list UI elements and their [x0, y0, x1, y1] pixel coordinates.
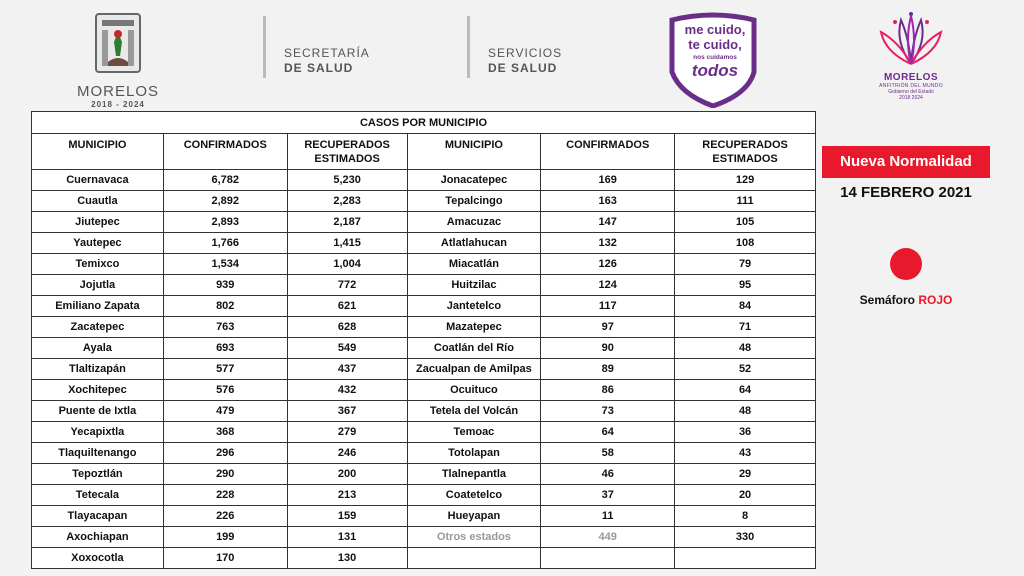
confirmados-cell: 117: [541, 296, 675, 317]
municipio-cell: Hueyapan: [407, 506, 541, 527]
recuperados-cell: 64: [675, 380, 816, 401]
confirmados-cell: 97: [541, 317, 675, 338]
semaforo-value: ROJO: [918, 293, 953, 307]
semaforo-label: Semáforo: [859, 293, 915, 307]
recuperados-cell: 52: [675, 359, 816, 380]
table-row: [32, 464, 816, 485]
col-header-confirmados: CONFIRMADOS: [541, 134, 675, 170]
confirmados-cell: 132: [541, 233, 675, 254]
municipio-cell: Temixco: [32, 254, 164, 275]
anfitrion-gov: Gobierno del Estado: [888, 89, 934, 95]
municipio-cell: Tetela del Volcán: [407, 401, 541, 422]
confirmados-cell: 199: [163, 527, 287, 548]
recuperados-cell: 71: [675, 317, 816, 338]
recuperados-cell: 437: [287, 359, 407, 380]
col-header-municipio: MUNICIPIO: [32, 134, 164, 170]
municipio-cell: Miacatlán: [407, 254, 541, 275]
nueva-normalidad-badge: Nueva Normalidad: [822, 146, 990, 178]
servicios-line2: DE SALUD: [488, 61, 558, 75]
recuperados-cell: 2,283: [287, 191, 407, 212]
confirmados-cell: 37: [541, 485, 675, 506]
table-row: [32, 191, 816, 212]
recuperados-cell: 772: [287, 275, 407, 296]
recuperados-cell: [675, 548, 816, 569]
municipio-cell: Yecapixtla: [32, 422, 164, 443]
municipio-cell: Temoac: [407, 422, 541, 443]
municipio-cell: Tlayacapan: [32, 506, 164, 527]
servicios-line1: SERVICIOS: [488, 46, 563, 60]
anfitrion-sub: ANFITRIÓN DEL MUNDO: [879, 83, 943, 89]
table-row: [32, 254, 816, 275]
secretaria-salud-label: [284, 46, 370, 76]
table-row: [32, 170, 816, 191]
municipio-cell: Jantetelco: [407, 296, 541, 317]
secretaria-line1: SECRETARÍA: [284, 46, 370, 60]
confirmados-cell: 124: [541, 275, 675, 296]
municipio-cell: Cuautla: [32, 191, 164, 212]
flower-logo-icon: [875, 12, 947, 70]
confirmados-cell: 576: [163, 380, 287, 401]
municipio-cell: Xochitepec: [32, 380, 164, 401]
header-divider: [263, 16, 266, 78]
campaign-line4: todos: [691, 61, 739, 80]
municipio-cell: Axochiapan: [32, 527, 164, 548]
traffic-light-icon: [890, 248, 922, 280]
recuperados-cell: 20: [675, 485, 816, 506]
recuperados-cell: 279: [287, 422, 407, 443]
municipio-cell: Mazatepec: [407, 317, 541, 338]
recuperados-cell: 131: [287, 527, 407, 548]
table-row: [32, 401, 816, 422]
table-title: CASOS POR MUNICIPIO: [32, 112, 816, 134]
recuperados-cell: 2,187: [287, 212, 407, 233]
semaforo-status: [822, 293, 990, 307]
confirmados-cell: 693: [163, 338, 287, 359]
anfitrion-years: 2018 2024: [899, 95, 923, 101]
table-row: [32, 359, 816, 380]
morelos-logo-years: 2018 - 2024: [91, 100, 145, 109]
confirmados-cell: 479: [163, 401, 287, 422]
confirmados-cell: 147: [541, 212, 675, 233]
col-header-recuperados: [675, 134, 816, 170]
confirmados-cell: 2,892: [163, 191, 287, 212]
recuperados-cell: 621: [287, 296, 407, 317]
municipio-cell: Tlaquiltenango: [32, 443, 164, 464]
municipio-cell: [407, 548, 541, 569]
campaign-line3: nos cuidamos: [693, 54, 737, 61]
municipio-cell: Coatlán del Río: [407, 338, 541, 359]
municipio-cell: Zacualpan de Amilpas: [407, 359, 541, 380]
recuperados-cell: 549: [287, 338, 407, 359]
confirmados-cell: 170: [163, 548, 287, 569]
col-header-confirmados: CONFIRMADOS: [163, 134, 287, 170]
campaign-line2: te cuido,: [688, 37, 742, 52]
recuperados-cell: 1,004: [287, 254, 407, 275]
recuperados-cell: 246: [287, 443, 407, 464]
municipio-cell: Otros estados: [407, 527, 541, 548]
table-title-row: [32, 112, 816, 134]
confirmados-cell: 2,893: [163, 212, 287, 233]
cases-table: [31, 111, 816, 569]
col-header-recuperados: [287, 134, 407, 170]
confirmados-cell: 90: [541, 338, 675, 359]
confirmados-cell: 86: [541, 380, 675, 401]
municipio-cell: Emiliano Zapata: [32, 296, 164, 317]
table-row: [32, 212, 816, 233]
recuperados-line2: ESTIMADOS: [314, 153, 380, 165]
confirmados-cell: 228: [163, 485, 287, 506]
campaign-line1: me cuido,: [684, 22, 746, 37]
confirmados-cell: 73: [541, 401, 675, 422]
confirmados-cell: 290: [163, 464, 287, 485]
recuperados-cell: 628: [287, 317, 407, 338]
confirmados-cell: 58: [541, 443, 675, 464]
anfitrion-name: MORELOS: [883, 72, 939, 83]
confirmados-cell: 763: [163, 317, 287, 338]
anfitrion-logo: [866, 12, 956, 101]
confirmados-cell: 46: [541, 464, 675, 485]
municipio-cell: Jojutla: [32, 275, 164, 296]
table-row: [32, 380, 816, 401]
recuperados-cell: 36: [675, 422, 816, 443]
table-body: [32, 170, 816, 569]
recuperados-cell: 95: [675, 275, 816, 296]
confirmados-cell: 226: [163, 506, 287, 527]
recuperados-cell: 367: [287, 401, 407, 422]
table-header-row: [32, 134, 816, 170]
recuperados-line1: RECUPERADOS: [702, 139, 788, 151]
municipio-cell: Cuernavaca: [32, 170, 164, 191]
recuperados-cell: 432: [287, 380, 407, 401]
state-shield-icon: [94, 12, 142, 74]
recuperados-cell: 105: [675, 212, 816, 233]
header-divider: [467, 16, 470, 78]
confirmados-cell: 163: [541, 191, 675, 212]
confirmados-cell: [541, 548, 675, 569]
municipio-cell: Tetecala: [32, 485, 164, 506]
status-panel: [822, 146, 990, 307]
recuperados-cell: 129: [675, 170, 816, 191]
recuperados-cell: 330: [675, 527, 816, 548]
confirmados-cell: 449: [541, 527, 675, 548]
table-row: [32, 422, 816, 443]
table-row: [32, 548, 816, 569]
table-row: [32, 506, 816, 527]
recuperados-cell: 111: [675, 191, 816, 212]
municipio-cell: Ayala: [32, 338, 164, 359]
table-row: [32, 338, 816, 359]
recuperados-cell: 5,230: [287, 170, 407, 191]
table-row: [32, 527, 816, 548]
recuperados-cell: 29: [675, 464, 816, 485]
table-row: [32, 233, 816, 254]
municipio-cell: Coatetelco: [407, 485, 541, 506]
municipio-cell: Puente de Ixtla: [32, 401, 164, 422]
confirmados-cell: 6,782: [163, 170, 287, 191]
confirmados-cell: 577: [163, 359, 287, 380]
recuperados-cell: 79: [675, 254, 816, 275]
confirmados-cell: 1,534: [163, 254, 287, 275]
confirmados-cell: 126: [541, 254, 675, 275]
confirmados-cell: 169: [541, 170, 675, 191]
municipio-cell: Jiutepec: [32, 212, 164, 233]
municipio-cell: Yautepec: [32, 233, 164, 254]
recuperados-cell: 108: [675, 233, 816, 254]
municipio-cell: Tepalcingo: [407, 191, 541, 212]
recuperados-cell: 84: [675, 296, 816, 317]
recuperados-cell: 8: [675, 506, 816, 527]
secretaria-line2: DE SALUD: [284, 61, 354, 75]
municipio-cell: Totolapan: [407, 443, 541, 464]
recuperados-cell: 200: [287, 464, 407, 485]
table-row: [32, 275, 816, 296]
municipio-cell: Ocuituco: [407, 380, 541, 401]
confirmados-cell: 368: [163, 422, 287, 443]
confirmados-cell: 296: [163, 443, 287, 464]
municipio-cell: Tepoztlán: [32, 464, 164, 485]
col-header-municipio: MUNICIPIO: [407, 134, 541, 170]
morelos-logo: [76, 12, 160, 109]
confirmados-cell: 802: [163, 296, 287, 317]
confirmados-cell: 939: [163, 275, 287, 296]
municipio-cell: Tlaltizapán: [32, 359, 164, 380]
municipio-cell: Jonacatepec: [407, 170, 541, 191]
table-row: [32, 317, 816, 338]
municipio-cell: Xoxocotla: [32, 548, 164, 569]
recuperados-cell: 48: [675, 401, 816, 422]
table-row: [32, 485, 816, 506]
report-date: 14 FEBRERO 2021: [840, 184, 972, 201]
recuperados-cell: 213: [287, 485, 407, 506]
confirmados-cell: 89: [541, 359, 675, 380]
recuperados-cell: 1,415: [287, 233, 407, 254]
municipio-cell: Zacatepec: [32, 317, 164, 338]
municipio-cell: Huitzilac: [407, 275, 541, 296]
header: [0, 0, 1024, 110]
confirmados-cell: 11: [541, 506, 675, 527]
municipio-cell: Atlatlahucan: [407, 233, 541, 254]
recuperados-cell: 159: [287, 506, 407, 527]
recuperados-cell: 48: [675, 338, 816, 359]
recuperados-line2: ESTIMADOS: [712, 153, 778, 165]
confirmados-cell: 64: [541, 422, 675, 443]
recuperados-cell: 43: [675, 443, 816, 464]
table-row: [32, 443, 816, 464]
campaign-slogan: [676, 22, 754, 80]
municipio-cell: Amacuzac: [407, 212, 541, 233]
recuperados-cell: 130: [287, 548, 407, 569]
municipio-cell: Tlalnepantla: [407, 464, 541, 485]
servicios-salud-label: [488, 46, 562, 76]
confirmados-cell: 1,766: [163, 233, 287, 254]
recuperados-line1: RECUPERADOS: [304, 139, 390, 151]
morelos-logo-name: MORELOS: [76, 83, 159, 100]
table-row: [32, 296, 816, 317]
